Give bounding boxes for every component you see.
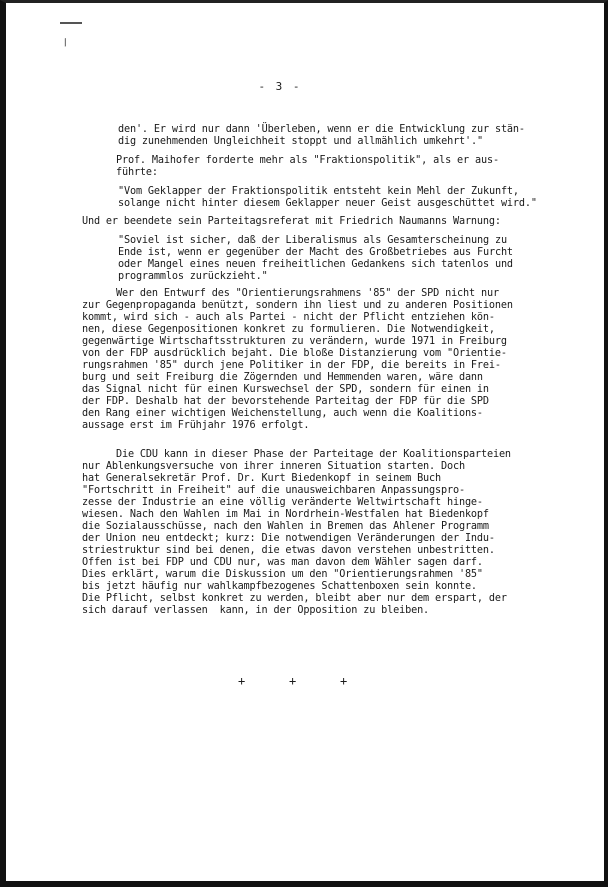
text-line: Dies erklärt, warum die Diskussion um den "Orientierungsrahmen '85" bbox=[82, 569, 483, 580]
text-line: die Sozialausschüsse, nach den Wahlen in Bremen das Ahlener Programm bbox=[82, 521, 489, 532]
text-line: burg und seit Freiburg die Zögernden und Hemmenden waren, wäre dann bbox=[82, 372, 483, 383]
text-line: aussage erst im Frühjahr 1976 erfolgt. bbox=[82, 420, 310, 431]
text-line: der Union neu entdeckt; kurz: Die notwendigen Veränderungen der Indu- bbox=[82, 533, 495, 544]
corner-tick: / bbox=[61, 37, 71, 49]
text-line: zur Gegenpropaganda benützt, sondern ihn liest und zu anderen Positionen bbox=[82, 300, 513, 311]
text-line: Prof. Maihofer forderte mehr als "Fraktionspolitik", als er aus- bbox=[116, 155, 499, 166]
end-mark: + bbox=[340, 674, 348, 688]
text-line: von der FDP ausdrücklich bejaht. Die bloße Distanzierung vom "Orientie- bbox=[82, 348, 507, 359]
text-line: der FDP. Deshalb hat der bevorstehende Parteitag der FDP für die SPD bbox=[82, 396, 489, 407]
text-line: rungsrahmen '85" durch jene Politiker in der FDP, die bereits in Frei- bbox=[82, 360, 501, 371]
page-number: - 3 - bbox=[258, 80, 302, 93]
text-line: "Soviel ist sicher, daß der Liberalismus als Gesamterscheinung zu bbox=[118, 235, 507, 246]
text-line: bis jetzt häufig nur wahlkampfbezogenes Schattenboxen sein konnte. bbox=[82, 581, 477, 592]
text-line: gegenwärtige Wirtschaftsstrukturen zu verändern, wurde 1971 in Freiburg bbox=[82, 336, 507, 347]
text-line: programmlos zurückzieht." bbox=[118, 271, 268, 282]
text-line: dig zunehmenden Ungleichheit stoppt und allmählich umkehrt'." bbox=[118, 136, 483, 147]
text-line: wiesen. Nach den Wahlen im Mai in Nordrhein-Westfalen hat Biedenkopf bbox=[82, 509, 489, 520]
text-line: den'. Er wird nur dann 'Überleben, wenn er die Entwicklung zur stän- bbox=[118, 124, 525, 135]
text-line: Die CDU kann in dieser Phase der Parteitage der Koalitionsparteien bbox=[116, 449, 511, 460]
text-line: solange nicht hinter diesem Geklapper neuer Geist ausgeschüttet wird." bbox=[118, 198, 537, 209]
text-line: sich darauf verlassen kann, in der Opposition zu bleiben. bbox=[82, 605, 430, 616]
text-line: Wer den Entwurf des "Orientierungsrahmens '85" der SPD nicht nur bbox=[116, 288, 499, 299]
text-line: oder Mangel eines neuen freiheitlichen Gedankens sich tatenlos und bbox=[118, 259, 513, 270]
corner-mark bbox=[60, 22, 82, 24]
text-line: nur Ablenkungsversuche von ihrer inneren Situation starten. Doch bbox=[82, 461, 465, 472]
text-line: den Rang einer wichtigen Weichenstellung, auch wenn die Koalitions- bbox=[82, 408, 483, 419]
text-line: Die Pflicht, selbst konkret zu werden, bleibt aber nur dem erspart, der bbox=[82, 593, 507, 604]
text-line: Offen ist bei FDP und CDU nur, was man davon dem Wähler sagen darf. bbox=[82, 557, 483, 568]
end-mark: + bbox=[238, 674, 246, 688]
text-line: striestruktur sind bei denen, die etwas davon verstehen unbestritten. bbox=[82, 545, 495, 556]
text-line: führte: bbox=[116, 167, 158, 178]
text-line: Und er beendete sein Parteitagsreferat mit Friedrich Naumanns Warnung: bbox=[82, 216, 501, 227]
text-line: kommt, wird sich - auch als Partei - nicht der Pflicht entziehen kön- bbox=[82, 312, 495, 323]
text-line: das Signal nicht für einen Kurswechsel der SPD, sondern für einen in bbox=[82, 384, 489, 395]
text-line: Ende ist, wenn er gegenüber der Macht des Großbetriebes aus Furcht bbox=[118, 247, 513, 258]
text-line: "Fortschritt in Freiheit" auf die unausweichbaren Anpassungspro- bbox=[82, 485, 465, 496]
text-line: zesse der Industrie an eine völlig veränderte Weltwirtschaft hinge- bbox=[82, 497, 483, 508]
text-line: hat Generalsekretär Prof. Dr. Kurt Biedenkopf in seinem Buch bbox=[82, 473, 442, 484]
text-line: "Vom Geklapper der Fraktionspolitik entsteht kein Mehl der Zukunft, bbox=[118, 186, 519, 197]
text-line: nen, diese Gegenpositionen konkret zu formulieren. Die Notwendigkeit, bbox=[82, 324, 495, 335]
end-mark: + bbox=[289, 674, 297, 688]
